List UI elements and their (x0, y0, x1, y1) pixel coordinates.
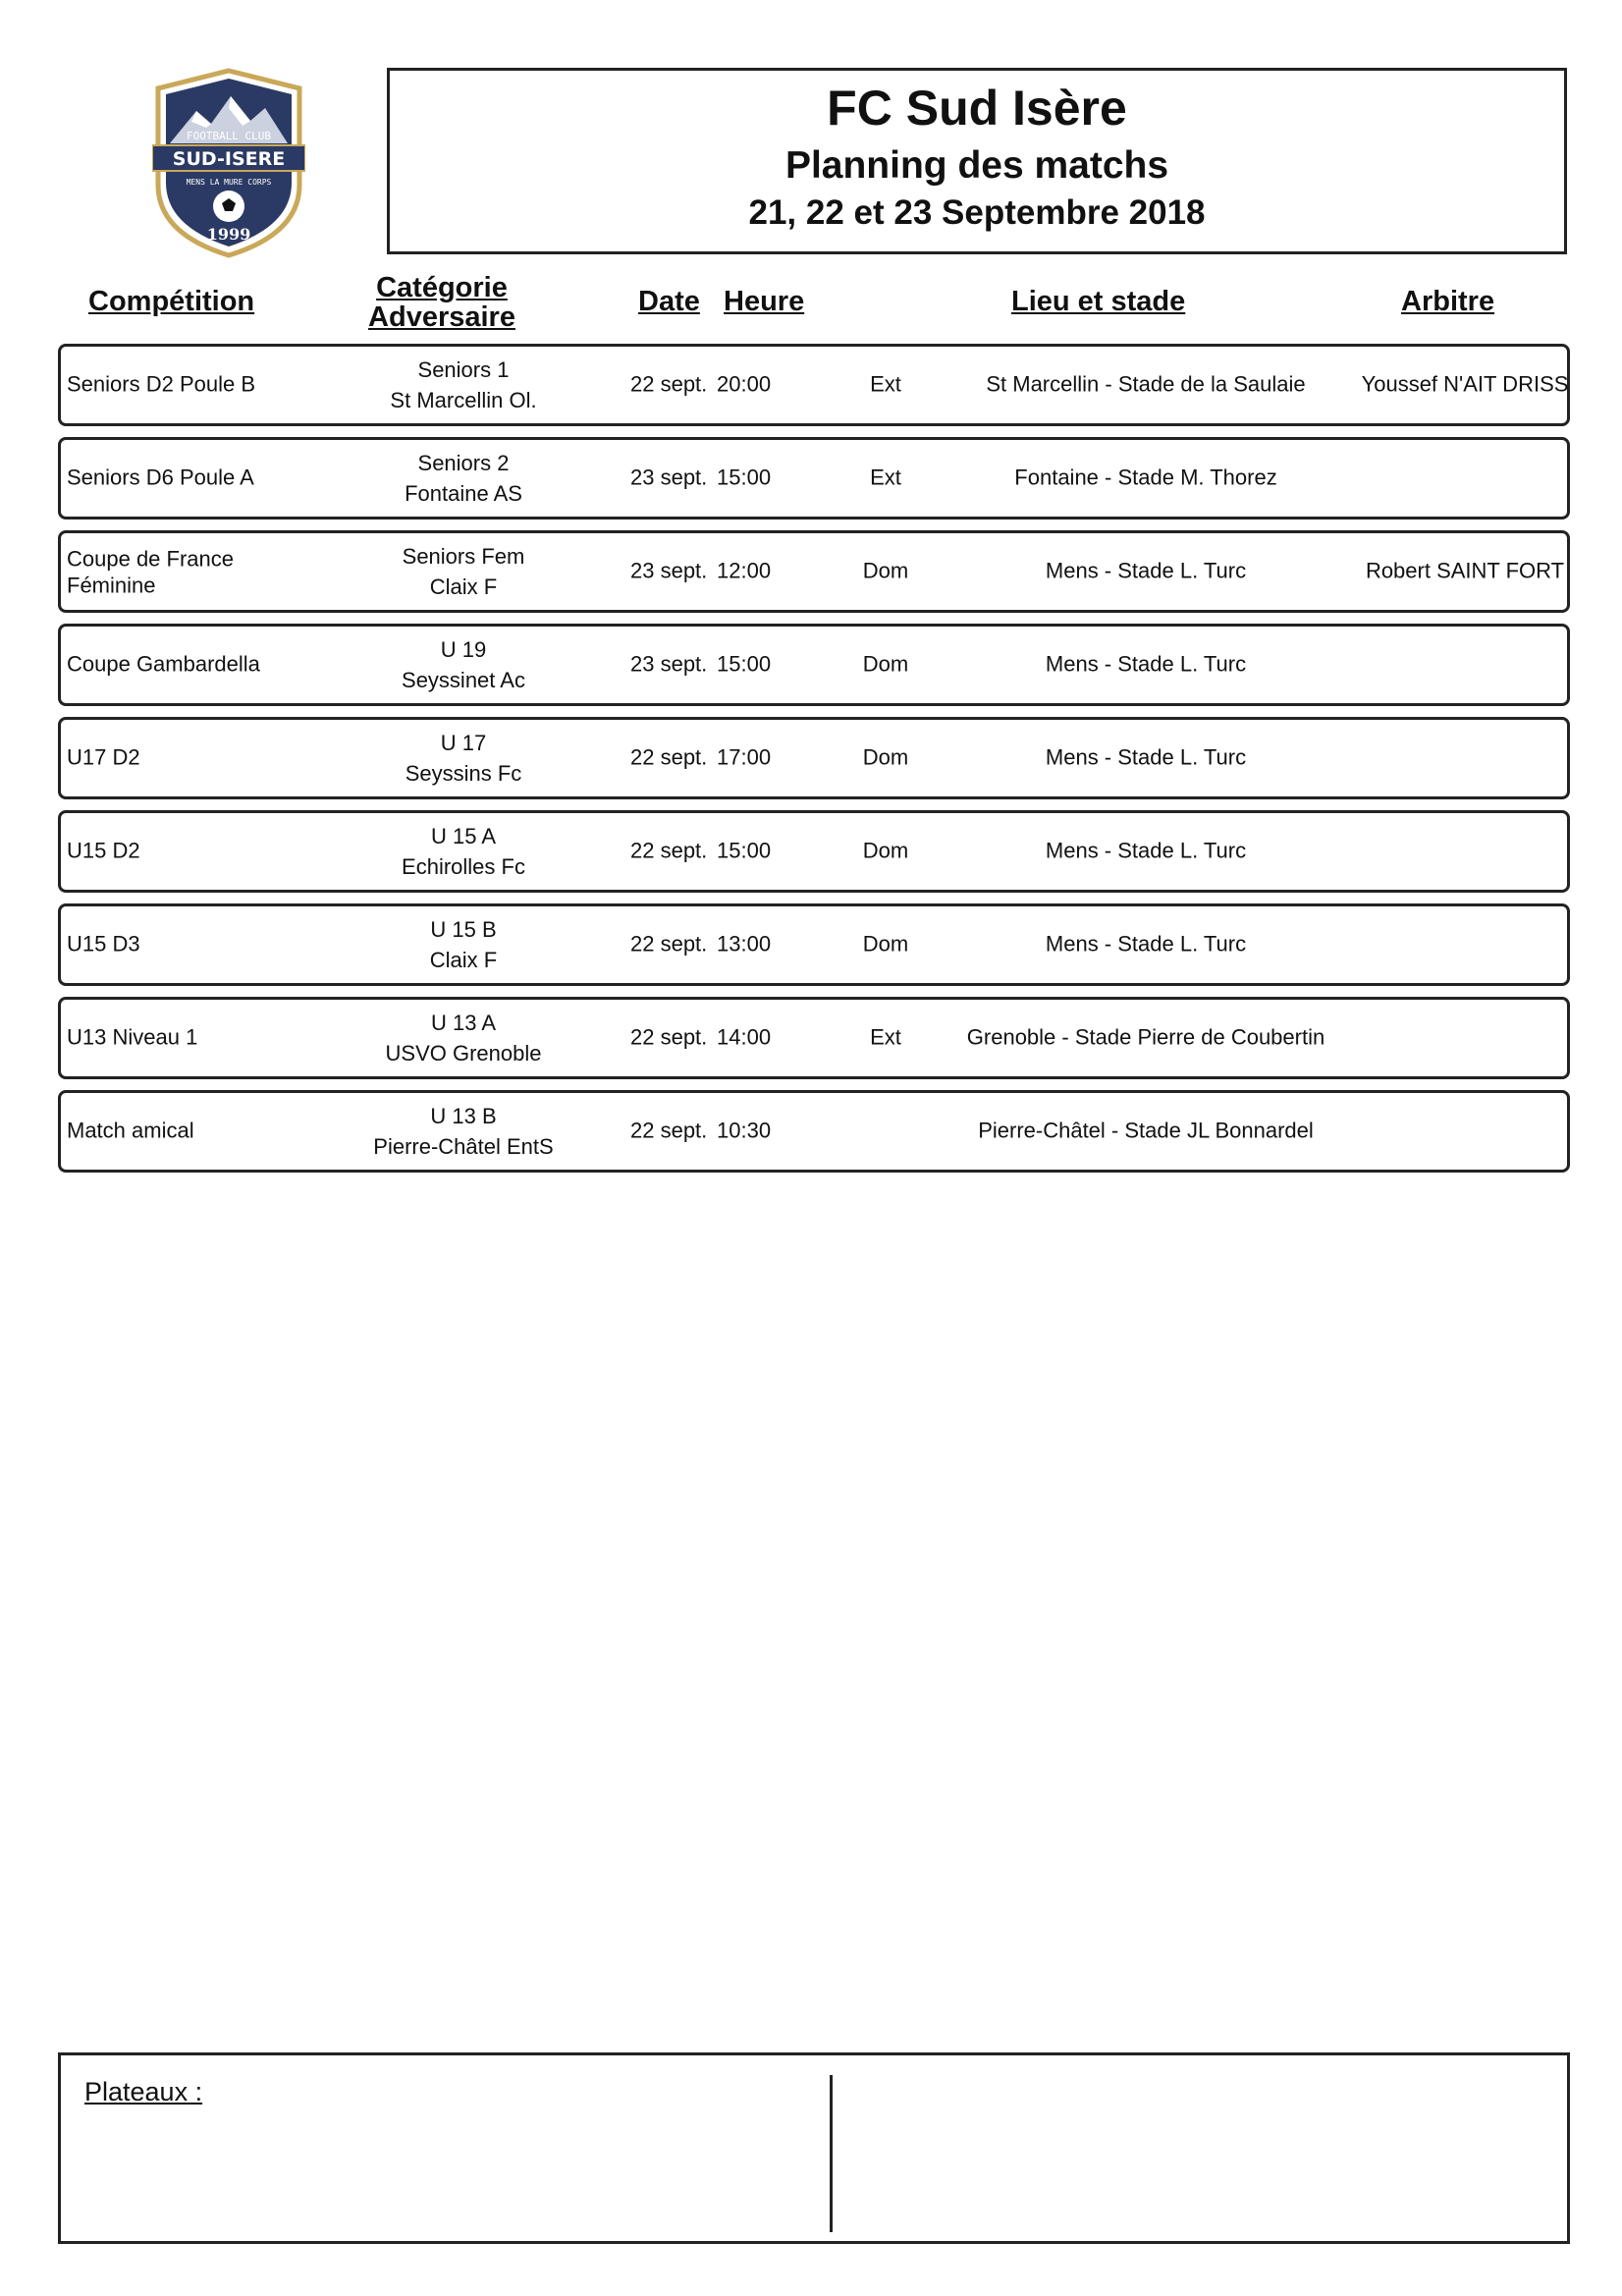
match-time: 13:00 (717, 931, 772, 957)
match-competition: U13 Niveau 1 (67, 1024, 198, 1050)
match-categorie: U 17 (440, 731, 487, 755)
match-list (58, 344, 1570, 1183)
header-date: Date (638, 286, 700, 317)
match-venue: Grenoble - Stade Pierre de Coubertin (966, 1024, 1325, 1050)
match-row (58, 344, 1570, 426)
match-row (58, 1090, 1570, 1173)
header-categorie (363, 274, 520, 332)
match-referee: Youssef N'AIT DRISS (1361, 371, 1569, 397)
match-referee: Robert SAINT FORT (1365, 558, 1565, 583)
match-opponent: USVO Grenoble (385, 1041, 542, 1066)
match-date: 23 sept. (630, 558, 708, 583)
match-categorie: U 13 B (430, 1104, 497, 1128)
plateaux-divider (830, 2075, 833, 2232)
plateaux-label: Plateaux : (84, 2077, 203, 2106)
plateaux-box (58, 2052, 1570, 2244)
match-competition: Seniors D2 Poule B (67, 371, 255, 397)
match-opponent: Echirolles Fc (402, 854, 525, 879)
match-row (58, 810, 1570, 893)
match-time: 15:00 (717, 651, 772, 677)
crest-top-text: FOOTBALL CLUB (186, 130, 272, 142)
match-home-away: Ext (870, 1024, 901, 1050)
match-category (316, 355, 611, 415)
match-row (58, 624, 1570, 706)
match-categorie: U 19 (440, 637, 487, 662)
match-opponent: Claix F (429, 948, 498, 972)
match-home-away: Dom (862, 651, 909, 677)
match-date: 23 sept. (630, 465, 708, 490)
match-venue: Pierre-Châtel - Stade JL Bonnardel (978, 1118, 1314, 1143)
header-arbitre: Arbitre (1401, 286, 1495, 317)
match-time: 15:00 (717, 838, 772, 863)
match-home-away: Dom (862, 838, 909, 863)
match-competition: U17 D2 (67, 744, 140, 770)
club-crest-icon (152, 67, 305, 259)
header-categorie-label: Catégorie (376, 272, 508, 303)
match-categorie: U 15 B (430, 917, 497, 942)
crest-year: 1999 (206, 225, 251, 244)
match-time: 14:00 (717, 1024, 772, 1050)
match-time: 12:00 (717, 558, 772, 583)
match-categorie: Seniors Fem (402, 544, 525, 569)
match-home-away: Ext (870, 371, 901, 397)
match-categorie: U 13 A (430, 1011, 497, 1035)
match-competition: Match amical (67, 1118, 194, 1143)
match-date: 22 sept. (630, 744, 708, 770)
match-time: 15:00 (717, 465, 772, 490)
match-home-away: Dom (862, 744, 909, 770)
match-category (316, 541, 611, 602)
match-home-away: Dom (862, 558, 909, 583)
match-opponent: Seyssinet Ac (402, 668, 525, 692)
match-venue: Mens - Stade L. Turc (1045, 558, 1247, 583)
header-competition: Compétition (88, 286, 255, 317)
match-row (58, 530, 1570, 613)
match-row (58, 997, 1570, 1079)
match-opponent: Seyssins Fc (405, 761, 522, 786)
match-venue: Mens - Stade L. Turc (1045, 744, 1247, 770)
match-competition: Seniors D6 Poule A (67, 465, 254, 490)
match-category (316, 914, 611, 975)
match-category (316, 448, 611, 509)
match-date: 22 sept. (630, 371, 708, 397)
match-date: 22 sept. (630, 931, 708, 957)
match-category (316, 728, 611, 789)
match-competition (67, 546, 234, 598)
match-category (316, 1101, 611, 1162)
header-heure: Heure (724, 286, 805, 317)
match-venue: Mens - Stade L. Turc (1045, 838, 1247, 863)
match-venue: Mens - Stade L. Turc (1045, 931, 1247, 957)
match-date: 22 sept. (630, 1118, 708, 1143)
match-competition: U15 D3 (67, 931, 140, 957)
match-home-away: Ext (870, 465, 901, 490)
match-time: 17:00 (717, 744, 772, 770)
match-date: 23 sept. (630, 651, 708, 677)
match-row (58, 717, 1570, 799)
match-time: 20:00 (717, 371, 772, 397)
match-venue: Fontaine - Stade M. Thorez (1014, 465, 1277, 490)
match-categorie: Seniors 2 (417, 451, 510, 475)
match-opponent: Pierre-Châtel EntS (373, 1134, 554, 1159)
match-opponent: St Marcellin Ol. (390, 388, 537, 412)
match-venue: St Marcellin - Stade de la Saulaie (986, 371, 1306, 397)
match-competition: Coupe Gambardella (67, 651, 260, 677)
header-lieu: Lieu et stade (1011, 286, 1186, 317)
club-title: FC Sud Isère (827, 81, 1127, 136)
match-opponent: Fontaine AS (405, 481, 522, 506)
match-venue: Mens - Stade L. Turc (1045, 651, 1247, 677)
match-home-away: Dom (862, 931, 909, 957)
match-categorie: Seniors 1 (417, 357, 510, 382)
match-row (58, 903, 1570, 986)
match-row (58, 437, 1570, 519)
page-subtitle: Planning des matchs (784, 143, 1169, 187)
header-adversaire-label: Adversaire (368, 301, 515, 333)
match-category (316, 634, 611, 695)
match-opponent: Claix F (429, 574, 498, 599)
match-date: 22 sept. (630, 1024, 708, 1050)
crest-towns: MENS LA MURE CORPS (186, 178, 272, 187)
match-date: 22 sept. (630, 838, 708, 863)
match-competition-line2: Féminine (67, 573, 156, 598)
match-categorie: U 15 A (430, 824, 497, 848)
match-time: 10:30 (717, 1118, 772, 1143)
title-box (387, 68, 1567, 254)
page-dates: 21, 22 et 23 Septembre 2018 (748, 193, 1206, 233)
crest-name: SUD-ISERE (172, 148, 286, 170)
match-competition: U15 D2 (67, 838, 140, 863)
match-category (316, 1008, 611, 1068)
match-competition-line1: Coupe de France (67, 546, 234, 572)
match-category (316, 821, 611, 882)
